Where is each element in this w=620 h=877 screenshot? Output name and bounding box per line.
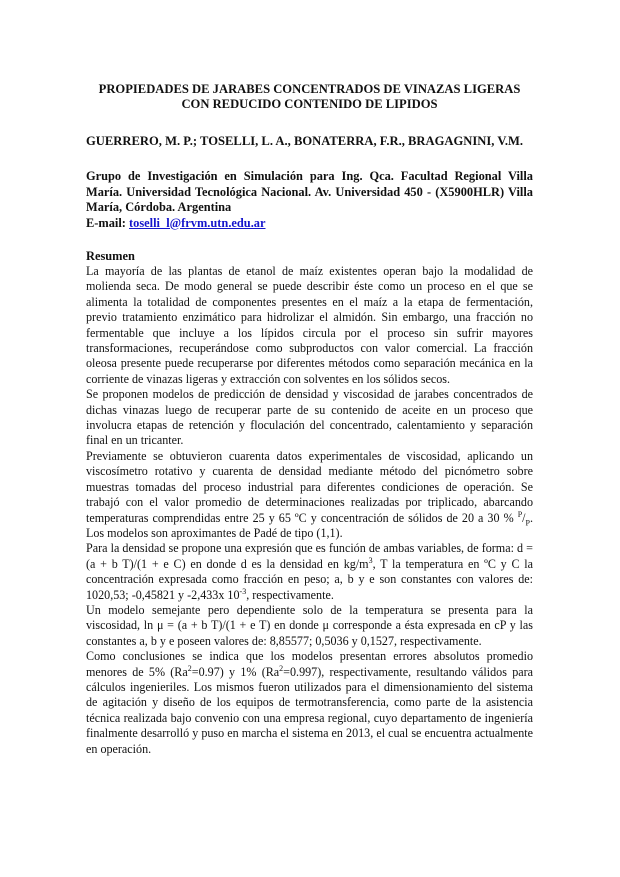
paper-page <box>86 82 533 757</box>
p6-text-b: =0.97) y 1% (Ra <box>191 664 280 679</box>
p4-sup-2: -3 <box>239 586 247 596</box>
abstract-paragraph-5: Un modelo semejante pero dependiente solo de la temperatura se presenta para la viscosidad, ln μ = (a + b T)/(1 + e T) en donde μ corresponde a ésta expresada en cP y las constantes a, b y e poseen valores de: 8,85577; 0,5036 y 0,1527, respectivamente. <box>86 602 533 648</box>
abstract-body <box>86 264 533 757</box>
email-label: E-mail: <box>86 215 130 230</box>
p3-sub: P <box>525 517 530 527</box>
abstract-paragraph-4 <box>86 541 533 603</box>
abstract-heading: Resumen <box>86 249 135 263</box>
affiliation-block <box>86 169 533 231</box>
title-line-2: CON REDUCIDO CONTENIDO DE LIPIDOS <box>181 97 438 111</box>
abstract-paragraph-6 <box>86 649 533 757</box>
abstract-paragraph-2: Se proponen modelos de predicción de densidad y viscosidad de jarabes concentrados de dichas vinazas luego de recuperar parte de su contenido de aceite en un proceso que involucra etapas de retención y floculación del concentrado, calentamiento y separación final en un tricanter. <box>86 387 533 448</box>
p4-text-c: , respectivamente. <box>246 587 334 602</box>
p3-text-b: . Los modelos son aproximantes de Padé de tipo (1,1). <box>86 510 533 540</box>
p6-sup-2: 2 <box>279 663 284 673</box>
abstract-paragraph-3 <box>86 449 533 541</box>
paper-title <box>86 82 533 112</box>
author-list: GUERRERO, M. P.; TOSELLI, L. A., BONATERRA, F.R., BRAGAGNINI, V.M. <box>86 134 524 148</box>
p4-text-b: , T la temperatura en ºC y C la concentración expresada como fracción en peso; a, b y e son constantes con valores de: 1020,53; -0,45821 y -2,433x 10 <box>86 556 533 602</box>
p6-sup-1: 2 <box>187 663 192 673</box>
email-link[interactable]: toselli_l@frvm.utn.edu.ar <box>129 215 266 230</box>
p4-text-a: Para la densidad se propone una expresión que es función de ambas variables, de forma: d = (a + b T)/(1 + e C) en donde d es la densidad en kg/m <box>86 541 533 571</box>
affiliation-text: Grupo de Investigación en Simulación para Ing. Qca. Facultad Regional Villa María. Universidad Tecnológica Nacional. Av. Universidad 450 - (X5900HLR) Villa María, Córdoba. Argentina <box>86 169 533 214</box>
p3-text-a: Previamente se obtuvieron cuarenta datos experimentales de viscosidad, aplicando un viscosímetro rotativo y cuarenta de densidad mediante método del picnómetro sobre muestras tomadas del proceso industrial para diferentes condiciones de operación. Se trabajó con el valor promedio de determinaciones realizadas por triplicado, abarcando temperaturas comprendidas entre 25 y 65 ºC y concentración de sólidos de 20 a 30 % <box>86 448 533 525</box>
abstract-paragraph-1: La mayoría de las plantas de etanol de maíz existentes operan bajo la modalidad de molienda seca. De modo general se puede describir éste como un proceso en el que se alimenta la totalidad de componentes presentes en el maíz a la etapa de fermentación, previo tratamiento enzimático para hidrolizar el almidón. Sin embargo, una fracción no fermentable que incluye a los lípidos circula por el proceso sin sufrir mayores transformaciones, recuperándose como subproductos con valor comercial. La fracción oleosa presente puede recuperarse por diferentes métodos como separación mecánica en la corriente de vinazas ligeras y extracción con solventes en los sólidos secos. <box>86 264 533 386</box>
title-line-1: PROPIEDADES DE JARABES CONCENTRADOS DE VINAZAS LIGERAS <box>98 82 521 96</box>
p6-text-a: Como conclusiones se indica que los modelos presentan errores absolutos promedio menores de 5% (Ra <box>86 649 533 679</box>
p3-sup: P <box>517 509 523 519</box>
p3-slash: / <box>522 510 526 525</box>
p4-sup-1: 3 <box>368 555 373 565</box>
p6-text-c: =0.997), respectivamente, resultando válidos para cálculos ingenieriles. Los mismos fueron utilizados para el dimensionamiento del sistema de agitación y diseño de los equipos de termotransferencia, como parte de la asistencia técnica realizada bajo convenio con una empresa regional, cuyo departamento de ingeniería finalmente desarrolló y puso en marcha el sistema en 2013, el cual se encuentra actualmente en operación. <box>86 664 533 756</box>
